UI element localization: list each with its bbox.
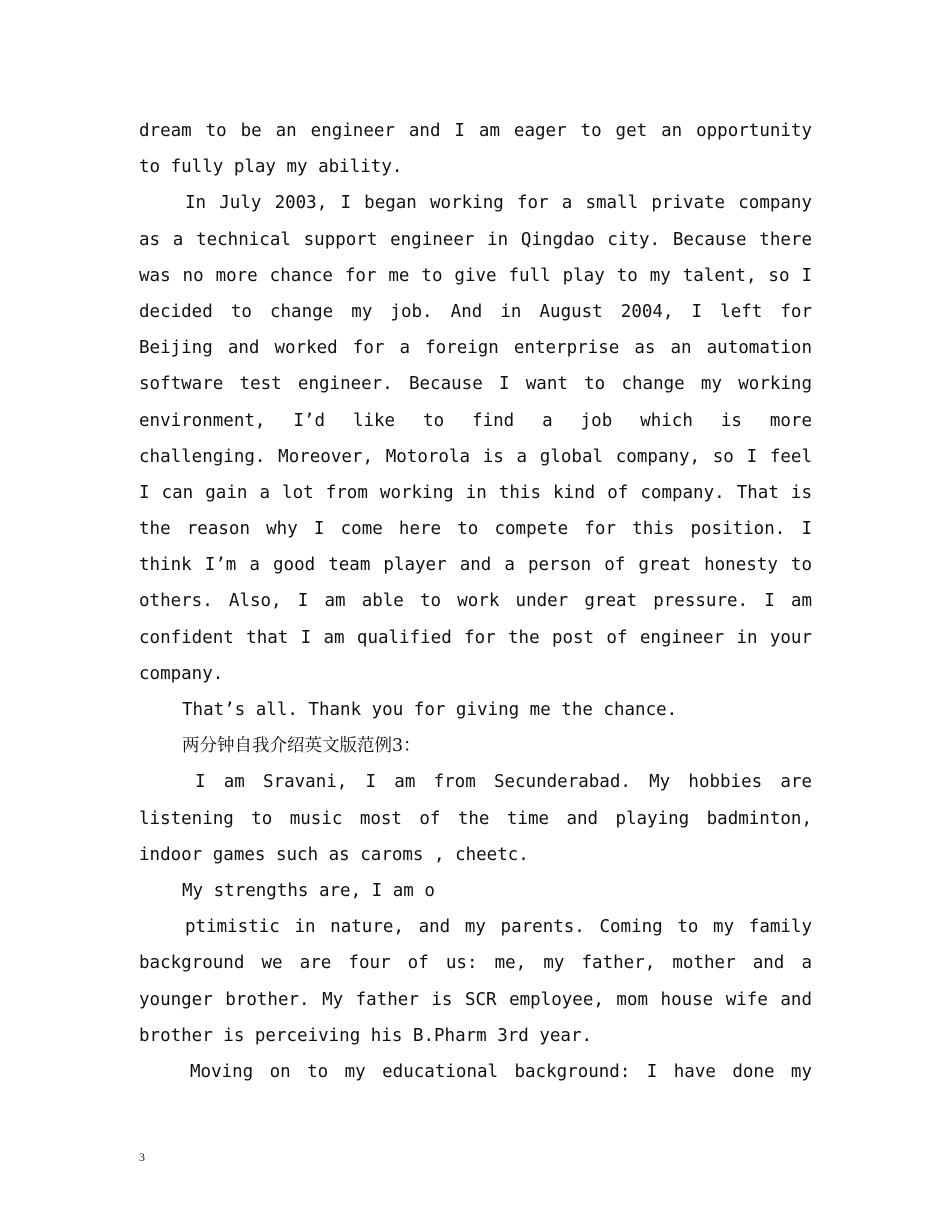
page-number: 3 [139, 1150, 145, 1164]
text-line: listening to music most of the time and playing badminton, [139, 808, 812, 829]
text-line: challenging. Moreover, Motorola is a global company, so I feel [139, 446, 812, 467]
text-line: Moving on to my educational background: I have done my [190, 1061, 812, 1082]
text-line: confident that I am qualified for the post of engineer in your [139, 627, 812, 648]
text-line: the reason why I come here to compete for this position. I [139, 519, 812, 540]
text-line: ptimistic in nature, and my parents. Coming to my family [185, 917, 812, 938]
text-line: I can gain a lot from working in this kind of company. That is [139, 482, 812, 503]
text-line: brother is perceiving his B.Pharm 3rd year. [139, 1025, 593, 1046]
text-line: as a technical support engineer in Qingdao city. Because there [139, 229, 812, 250]
text-line: younger brother. My father is SCR employee, mom house wife and [139, 989, 812, 1010]
text-line: 两分钟自我介绍英文版范例3： [182, 736, 421, 757]
text-line: In July 2003, I began working for a small private company [185, 193, 812, 214]
text-line: My strengths are, I am o [182, 880, 435, 901]
text-line: dream to be an engineer and I am eager to get an opportunity [139, 121, 812, 141]
text-line: I am Sravani, I am from Secunderabad. My hobbies are [195, 772, 812, 793]
text-line: company. [139, 663, 224, 684]
text-line: to fully play my ability. [139, 157, 403, 178]
text-line: Beijing and worked for a foreign enterprise as an automation [139, 338, 812, 359]
text-line: decided to change my job. And in August 2004, I left for [139, 301, 812, 322]
text-line: software test engineer. Because I want to change my working [139, 374, 812, 395]
text-line: think I’m a good team player and a person of great honesty to [139, 555, 812, 576]
text-line: others. Also, I am able to work under great pressure. I am [139, 591, 812, 612]
text-line: environment, I’d like to find a job which is more [139, 410, 812, 431]
text-line: was no more chance for me to give full play to my talent, so I [139, 265, 812, 286]
document-body [139, 113, 812, 1090]
text-line: indoor games such as caroms , cheetc. [139, 844, 529, 865]
text-line: That’s all. Thank you for giving me the chance. [182, 700, 678, 720]
text-line: background we are four of us: me, my father, mother and a [139, 953, 812, 974]
